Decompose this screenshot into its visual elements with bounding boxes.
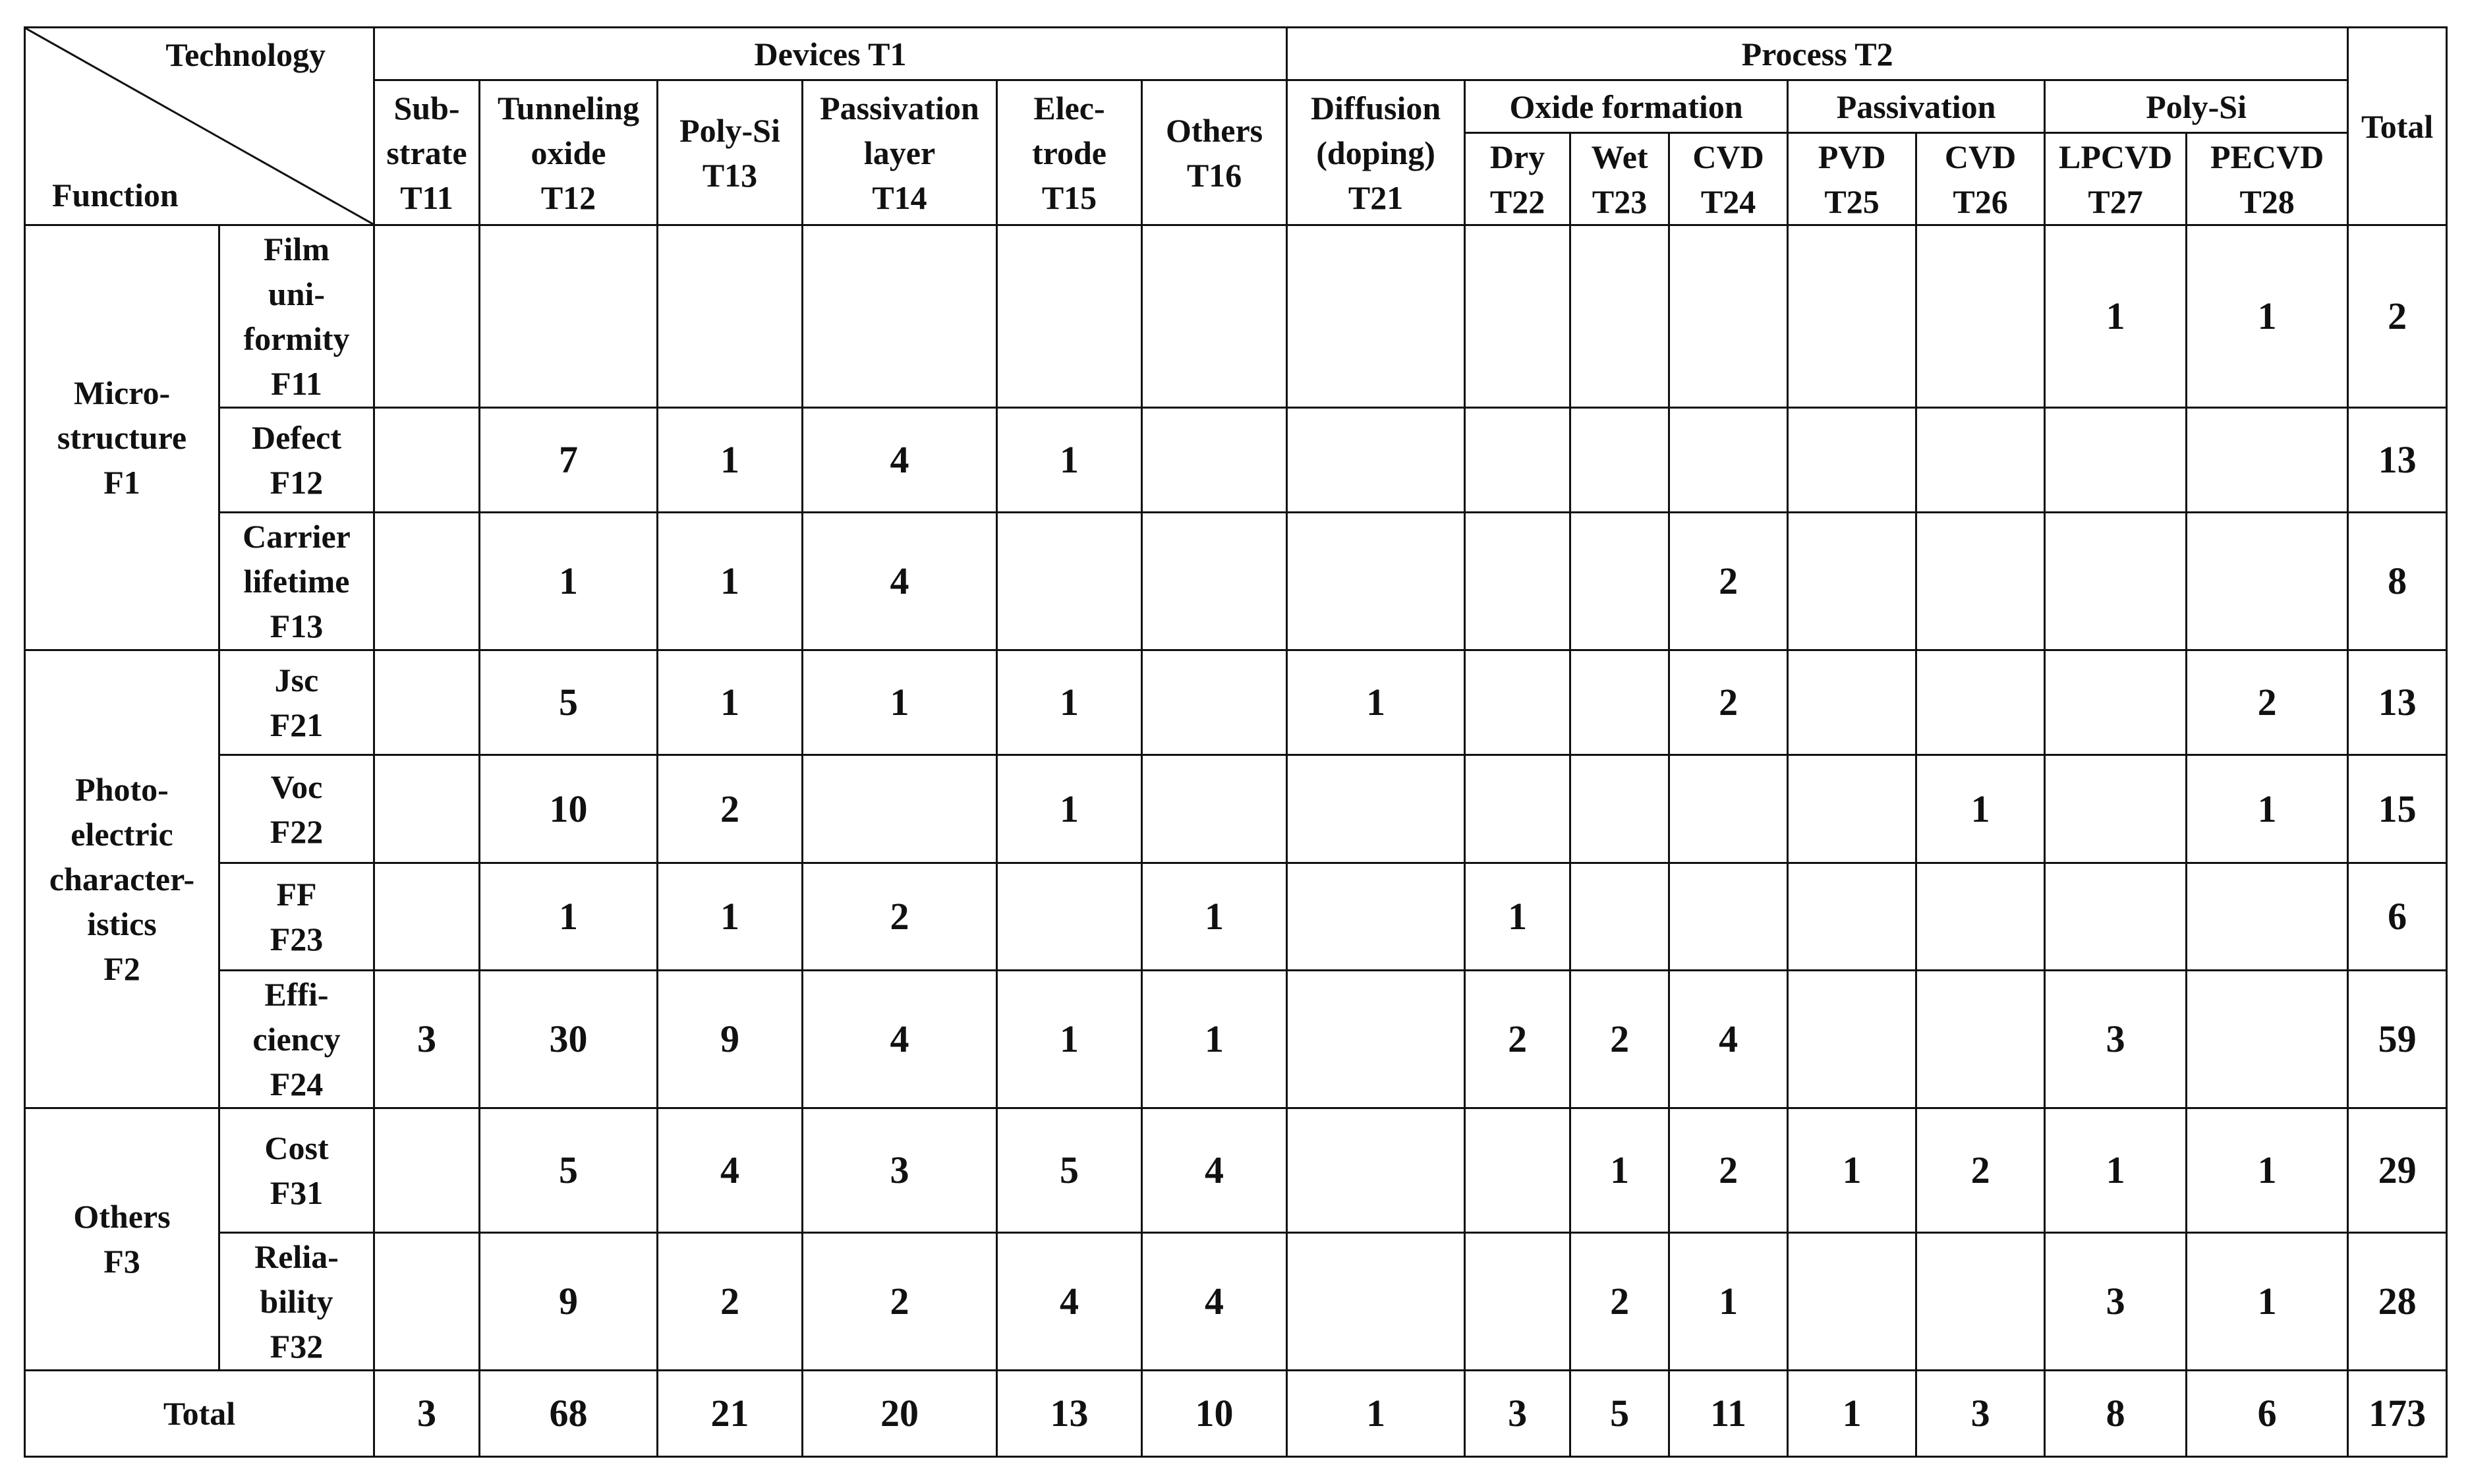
table-cell: 2 — [1465, 971, 1570, 1108]
table-cell — [2045, 513, 2187, 650]
header-row-columns — [25, 80, 2447, 133]
column-header-diffusion: Diffusion (doping) T21 — [1287, 80, 1465, 225]
table-cell — [1570, 650, 1669, 755]
table-cell — [1788, 225, 1916, 408]
total-row — [25, 1370, 2447, 1456]
table-cell: 5 — [997, 1108, 1142, 1233]
table-cell — [1788, 1233, 1916, 1371]
table-cell — [2187, 971, 2348, 1108]
table-cell: 2 — [1570, 971, 1669, 1108]
row-total-cell: 29 — [2348, 1108, 2447, 1233]
table-cell — [1142, 513, 1287, 650]
table-cell: 10 — [480, 755, 658, 863]
table-cell — [1287, 513, 1465, 650]
table-cell: 4 — [803, 513, 997, 650]
table-cell — [1287, 408, 1465, 513]
table-row — [25, 408, 2447, 513]
table-cell — [1916, 225, 2045, 408]
table-cell: 30 — [480, 971, 658, 1108]
table-row — [25, 1233, 2447, 1371]
table-cell: 1 — [997, 408, 1142, 513]
subgroup-header-3: Poly-Si — [2045, 80, 2348, 133]
table-cell: 1 — [480, 513, 658, 650]
table-cell — [1465, 1108, 1570, 1233]
column-total-cell: 3 — [1916, 1370, 2045, 1456]
table-cell: 1 — [1142, 971, 1287, 1108]
row-total-cell: 13 — [2348, 408, 2447, 513]
column-header-process-2: Wet T23 — [1570, 133, 1669, 225]
group-header-2: Process T2 — [1287, 28, 2348, 80]
table-cell — [374, 755, 480, 863]
function-row-label: Voc F22 — [219, 755, 374, 863]
table-cell — [2187, 863, 2348, 970]
row-total-cell: 6 — [2348, 863, 2447, 970]
function-row-label: Film uni- formity F11 — [219, 225, 374, 408]
table-row — [25, 971, 2447, 1108]
table-cell: 2 — [1916, 1108, 2045, 1233]
table-cell: 4 — [1142, 1108, 1287, 1233]
table-cell — [1465, 513, 1570, 650]
column-header-process-1: Dry T22 — [1465, 133, 1570, 225]
function-axis-label: Function — [52, 177, 179, 214]
table-cell: 1 — [997, 650, 1142, 755]
table-cell: 1 — [1570, 1108, 1669, 1233]
table-cell — [997, 863, 1142, 970]
subgroup-header-1: Oxide formation — [1465, 80, 1788, 133]
table-cell: 1 — [2045, 225, 2187, 408]
table-cell: 1 — [2187, 225, 2348, 408]
table-cell: 4 — [658, 1108, 803, 1233]
table-cell: 4 — [803, 971, 997, 1108]
table-cell — [374, 650, 480, 755]
column-total-cell: 3 — [1465, 1370, 1570, 1456]
column-total-cell: 5 — [1570, 1370, 1669, 1456]
technology-function-matrix — [24, 26, 2448, 1458]
total-column-header: Total — [2348, 28, 2447, 225]
table-cell — [1142, 408, 1287, 513]
column-total-cell: 3 — [374, 1370, 480, 1456]
column-header-device-5: Elec- trode T15 — [997, 80, 1142, 225]
table-cell: 4 — [803, 408, 997, 513]
table-cell — [658, 225, 803, 408]
column-total-cell: 68 — [480, 1370, 658, 1456]
table-cell — [1916, 408, 2045, 513]
table-cell: 2 — [1570, 1233, 1669, 1371]
table-cell — [1788, 650, 1916, 755]
table-cell — [1788, 408, 1916, 513]
table-cell — [1287, 755, 1465, 863]
function-row-label: Carrier lifetime F13 — [219, 513, 374, 650]
table-row — [25, 513, 2447, 650]
row-total-cell: 2 — [2348, 225, 2447, 408]
table-cell — [1142, 755, 1287, 863]
table-cell — [1287, 1233, 1465, 1371]
column-total-cell: 11 — [1669, 1370, 1788, 1456]
table-cell — [1142, 650, 1287, 755]
table-cell — [1916, 863, 2045, 970]
table-cell: 9 — [480, 1233, 658, 1371]
function-row-label: Defect F12 — [219, 408, 374, 513]
table-row — [25, 225, 2447, 408]
table-cell: 1 — [658, 650, 803, 755]
table-cell — [2187, 513, 2348, 650]
function-row-label: Effi- ciency F24 — [219, 971, 374, 1108]
table-cell — [480, 225, 658, 408]
table-cell: 2 — [658, 1233, 803, 1371]
function-row-label: Cost F31 — [219, 1108, 374, 1233]
table-cell — [1570, 755, 1669, 863]
table-cell — [1287, 863, 1465, 970]
table-cell — [803, 755, 997, 863]
total-row-label: Total — [25, 1370, 374, 1456]
table-cell: 9 — [658, 971, 803, 1108]
table-row — [25, 863, 2447, 970]
function-row-label: Jsc F21 — [219, 650, 374, 755]
table-cell: 4 — [997, 1233, 1142, 1371]
table-cell — [1465, 225, 1570, 408]
table-cell — [1669, 408, 1788, 513]
table-cell: 1 — [2187, 1233, 2348, 1371]
table-cell: 1 — [2045, 1108, 2187, 1233]
table-cell — [1788, 971, 1916, 1108]
table-row — [25, 1108, 2447, 1233]
table-cell — [1465, 408, 1570, 513]
table-header — [25, 28, 2447, 225]
table-cell — [1570, 225, 1669, 408]
row-total-cell: 15 — [2348, 755, 2447, 863]
table-cell — [2045, 650, 2187, 755]
table-cell: 4 — [1669, 971, 1788, 1108]
table-cell: 2 — [1669, 1108, 1788, 1233]
function-group-label: Micro- structure F1 — [25, 225, 219, 650]
table-cell: 1 — [658, 863, 803, 970]
column-header-device-6: Others T16 — [1142, 80, 1287, 225]
table-cell: 2 — [803, 863, 997, 970]
table-cell — [374, 225, 480, 408]
table-cell: 3 — [2045, 1233, 2187, 1371]
table-cell: 1 — [1142, 863, 1287, 970]
table-cell — [2045, 755, 2187, 863]
column-total-cell: 6 — [2187, 1370, 2348, 1456]
table-row — [25, 755, 2447, 863]
group-header-1: Devices T1 — [374, 28, 1287, 80]
table-cell: 1 — [1465, 863, 1570, 970]
column-header-process-3: CVD T24 — [1669, 133, 1788, 225]
function-group-label: Others F3 — [25, 1108, 219, 1370]
table-cell — [1287, 971, 1465, 1108]
column-total-cell: 10 — [1142, 1370, 1287, 1456]
table-cell — [1142, 225, 1287, 408]
table-cell — [1465, 755, 1570, 863]
table-cell — [1570, 408, 1669, 513]
table-cell — [2045, 863, 2187, 970]
header-row-groups — [25, 28, 2447, 80]
corner-header-cell — [25, 28, 374, 225]
table-cell: 2 — [658, 755, 803, 863]
table-cell: 1 — [1788, 1108, 1916, 1233]
table-cell — [1465, 1233, 1570, 1371]
table-cell: 1 — [658, 408, 803, 513]
subgroup-header-2: Passivation — [1788, 80, 2045, 133]
function-row-label: Relia- bility F32 — [219, 1233, 374, 1371]
column-total-cell: 21 — [658, 1370, 803, 1456]
table-body — [25, 225, 2447, 1457]
table-cell: 2 — [1669, 513, 1788, 650]
table-cell — [1465, 650, 1570, 755]
table-cell — [374, 1233, 480, 1371]
column-header-process-5: CVD T26 — [1916, 133, 2045, 225]
row-total-cell: 59 — [2348, 971, 2447, 1108]
column-total-cell: 20 — [803, 1370, 997, 1456]
column-header-device-3: Poly-Si T13 — [658, 80, 803, 225]
table-cell — [374, 408, 480, 513]
table-cell: 5 — [480, 650, 658, 755]
table-cell: 5 — [480, 1108, 658, 1233]
column-header-device-4: Passivation layer T14 — [803, 80, 997, 225]
table-cell — [374, 1108, 480, 1233]
table-cell: 1 — [1669, 1233, 1788, 1371]
column-total-cell: 8 — [2045, 1370, 2187, 1456]
column-total-cell: 13 — [997, 1370, 1142, 1456]
table-cell: 1 — [2187, 1108, 2348, 1233]
table-cell — [1916, 1233, 2045, 1371]
table-cell: 1 — [1287, 650, 1465, 755]
column-header-process-7: PECVD T28 — [2187, 133, 2348, 225]
table-cell — [997, 513, 1142, 650]
table-cell — [803, 225, 997, 408]
column-total-cell: 1 — [1788, 1370, 1916, 1456]
table-cell: 3 — [374, 971, 480, 1108]
table-cell: 3 — [2045, 971, 2187, 1108]
function-group-label: Photo- electric character- istics F2 — [25, 650, 219, 1108]
table-cell: 2 — [2187, 650, 2348, 755]
row-total-cell: 8 — [2348, 513, 2447, 650]
table-cell: 3 — [803, 1108, 997, 1233]
table-cell — [2187, 408, 2348, 513]
table-cell — [997, 225, 1142, 408]
grand-total-cell: 173 — [2348, 1370, 2447, 1456]
table-cell — [1287, 1108, 1465, 1233]
column-total-cell: 1 — [1287, 1370, 1465, 1456]
table-cell — [1669, 755, 1788, 863]
table-cell — [1788, 513, 1916, 650]
table-cell — [1916, 513, 2045, 650]
table-cell — [1788, 863, 1916, 970]
column-header-device-1: Sub- strate T11 — [374, 80, 480, 225]
table-cell — [1570, 863, 1669, 970]
table-row — [25, 650, 2447, 755]
column-header-device-2: Tunneling oxide T12 — [480, 80, 658, 225]
table-cell — [1669, 863, 1788, 970]
table-cell — [2045, 408, 2187, 513]
table-cell: 1 — [658, 513, 803, 650]
column-header-process-4: PVD T25 — [1788, 133, 1916, 225]
table-cell: 2 — [803, 1233, 997, 1371]
table-cell: 1 — [803, 650, 997, 755]
technology-axis-label: Technology — [165, 36, 326, 73]
table-cell — [1287, 225, 1465, 408]
table-cell — [1916, 971, 2045, 1108]
column-header-process-6: LPCVD T27 — [2045, 133, 2187, 225]
table-cell — [1788, 755, 1916, 863]
function-row-label: FF F23 — [219, 863, 374, 970]
table-cell: 1 — [2187, 755, 2348, 863]
table-cell: 1 — [997, 971, 1142, 1108]
row-total-cell: 13 — [2348, 650, 2447, 755]
table-cell — [1669, 225, 1788, 408]
table-cell: 7 — [480, 408, 658, 513]
table-cell: 4 — [1142, 1233, 1287, 1371]
table-cell: 1 — [997, 755, 1142, 863]
table-cell — [1570, 513, 1669, 650]
table-cell — [374, 513, 480, 650]
table-cell — [374, 863, 480, 970]
table-cell: 2 — [1669, 650, 1788, 755]
table-cell: 1 — [480, 863, 658, 970]
table-cell — [1916, 650, 2045, 755]
table-cell: 1 — [1916, 755, 2045, 863]
row-total-cell: 28 — [2348, 1233, 2447, 1371]
